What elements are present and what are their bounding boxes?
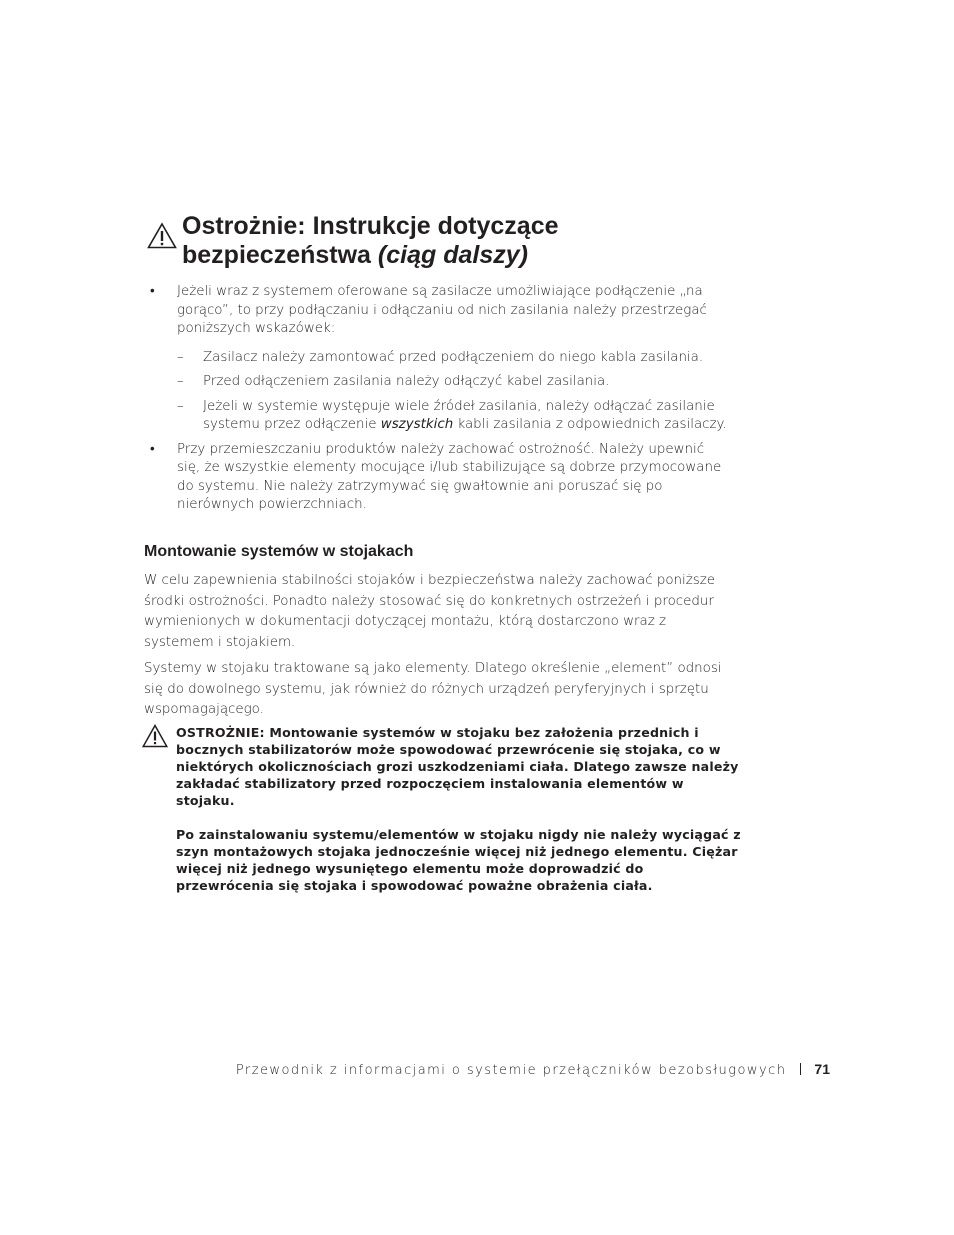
warning-triangle-icon — [142, 724, 168, 748]
caution-text — [176, 724, 742, 894]
bullet-item-hot-plug — [150, 283, 730, 339]
dash-mark: – — [177, 374, 184, 389]
caution-note — [142, 724, 742, 894]
sub-item — [177, 398, 730, 435]
sub-item-emphasis: wszystkich — [380, 417, 454, 432]
caution-paragraph: Po zainstalowaniu systemu/elementów w stojaku nigdy nie należy wyciągać z szyn montażowych stojaka jednocześnie więcej niż jednego elementu. Ciężar więcej niż jednego wysuniętego elementu może doprowadzić do przewrócenia się stojaka i spowodować poważne obrażenia ciała. — [176, 827, 741, 893]
bullet-text: Jeżeli wraz z systemem oferowane są zasilacze umożliwiające podłączenie „na gorąco”, to przy podłączaniu i odłączaniu od nich zasilania należy przestrzegać poniższych wskazówek: — [177, 284, 707, 336]
page-number: 71 — [814, 1061, 830, 1077]
page-footer — [200, 1061, 830, 1078]
caution-gap — [176, 809, 742, 826]
page-title — [147, 212, 767, 270]
title-continued: (ciąg dalszy) — [377, 241, 528, 269]
sub-item-text-before: Jeżeli w systemie występuje wiele źródeł zasilania, należy odłączać zasilanie systemu przez odłączenie — [203, 398, 715, 432]
bullet-list — [150, 283, 730, 515]
section-paragraph: Systemy w stojaku traktowane są jako elementy. Dlatego określenie „element” odnosi się do dowolnego systemu, jak również do różnych urządzeń peryferyjnych i sprzętu wspomagającego. — [144, 661, 722, 717]
dash-mark: – — [177, 398, 184, 414]
title-line-1: Ostrożnie: Instrukcje dotyczące — [182, 212, 559, 240]
sub-item — [177, 373, 730, 392]
section-paragraph: W celu zapewnienia stabilności stojaków i bezpieczeństwa należy zachować poniższe środki ostrożności. Ponadto należy stosować się do konkretnych ostrzeżeń i procedur wymienionych w dokumentacji dotyczącej montażu, którą dostarczono wraz z systemem i stojakiem. — [144, 573, 716, 650]
bullet-item-moving — [150, 441, 730, 515]
bullet-text: Przy przemieszczaniu produktów należy zachować ostrożność. Należy upewnić się, że wszystkie elementy mocujące i/lub stabilizujące są dobrze przymocowane do systemu. Nie należy zatrzymywać się gwałtownie ani poruszać się po nierównych powierzchniach. — [177, 441, 722, 512]
sub-item-text: Zasilacz należy zamontować przed podłączeniem do niego kabla zasilania. — [203, 349, 704, 365]
dash-mark: – — [177, 349, 184, 365]
footer-title: Przewodnik z informacjami o systemie przełączników bezobsługowych — [235, 1063, 787, 1078]
title-line-2 — [182, 241, 767, 270]
caution-paragraph: OSTROŻNIE: Montowanie systemów w stojaku bez założenia przednich i bocznych stabilizatorów może spowodować przewrócenie się stojaka, co w niektórych okolicznościach grozi uszkodzeniami ciała. Dlatego zawsze należy zakładać stabilizatory przed rozpoczęciem instalowania elementów w stojaku. — [176, 725, 739, 808]
sub-item-text-after: kabli zasilania z odpowiednich zasilaczy. — [453, 417, 727, 432]
sub-item-text — [203, 398, 730, 435]
sub-item — [177, 349, 730, 368]
footer-separator — [800, 1063, 801, 1075]
section-heading: Montowanie systemów w stojakach — [144, 543, 414, 560]
bullet-mark: • — [150, 284, 155, 299]
sub-list — [177, 349, 730, 435]
sub-item-text: Przed odłączeniem zasilania należy odłączyć kabel zasilania. — [203, 374, 610, 389]
title-line-2-plain: bezpieczeństwa — [182, 241, 378, 269]
warning-triangle-icon — [147, 222, 177, 249]
bullet-mark: • — [150, 441, 155, 457]
